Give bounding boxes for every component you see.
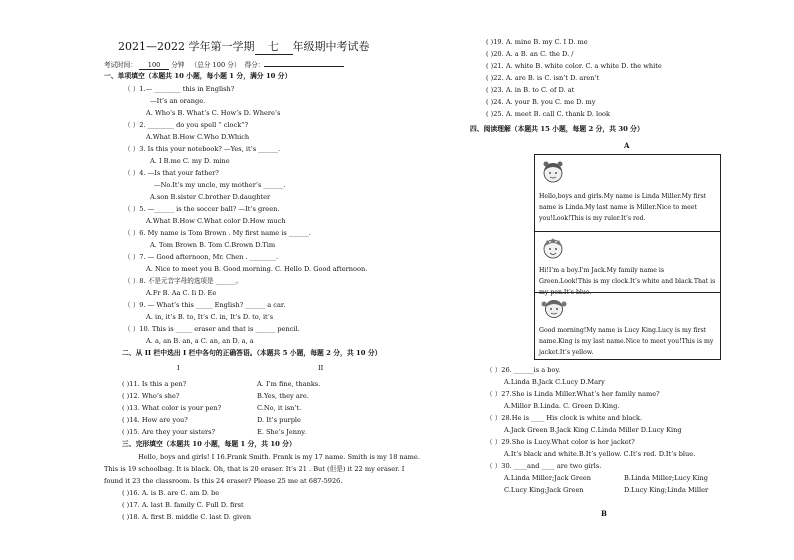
match-question: ( )13. What color is your pen?	[122, 404, 222, 412]
question-line: （ ）8. 不是元音字母的选项是 ______。	[124, 277, 243, 285]
option-line: A. Who’s B. What’s C. How’s D. Where’s	[146, 109, 281, 117]
part-a-label: A	[624, 141, 630, 150]
page-title	[118, 40, 370, 55]
divider	[535, 231, 720, 232]
cloze-option: ( )17. A. last B. family C. Full D. first	[122, 501, 244, 509]
question-line: （ ）1.— ________ this in English?	[124, 85, 235, 93]
reading-text: Hello,boys and girls.My name is Linda Miller.My first name is Linda.My last name is Miller.Nice to meet you!Look!This is my ruler.It’s red.	[539, 193, 707, 222]
cloze-option: ( )21. A. white B. white color. C. a white D. the white	[486, 62, 662, 70]
reading-question: （ ）26. ______is a boy.	[486, 366, 561, 374]
option-line: A.What B.How C.What color D.How much	[146, 217, 286, 225]
cloze-passage-line: This is 19 schoolbag. It is black. Oh, that is 20 eraser. It’s 21 . But (但是) it 22 my eraser. I	[104, 465, 405, 473]
option-line: A. in, it’s B. to, It’s C. in, It’s D. to, it’s	[146, 313, 274, 321]
match-question: ( )14. How are you?	[122, 416, 188, 424]
reading-option: B.Linda Miller;Lucy King	[624, 474, 708, 482]
divider	[535, 292, 720, 293]
cloze-option: ( )23. A. in B. to C. of D. at	[486, 86, 575, 94]
cloze-option: ( )19. A. mine B. my C. I D. me	[486, 38, 588, 46]
question-line: （ ）10. This is _____ eraser and that is ______ pencil.	[124, 325, 300, 333]
reading-question: （ ）28.He is ____ His clock is white and black.	[486, 414, 643, 422]
match-answer: D. It’s purple	[257, 416, 301, 424]
option-line: A.Fr B. Aa C. Ii D. Ee	[146, 289, 217, 297]
cloze-passage-line: found it 23 the classroom. Is this 24 eraser? Please 25 me at 687-5926.	[104, 477, 343, 485]
section1-heading: 一、单项填空（本题共 10 小题，每小题 1 分，满分 10 分）	[104, 72, 292, 80]
question-line: （ ）2. ________ do you spell “ clock”?	[124, 121, 249, 129]
match-answer: E. She’s Jenny.	[257, 428, 307, 436]
section2-heading: 二、从 II 栏中选出 I 栏中各句的正确答语。（本题共 5 小题，每题 2 分，共 10 分）	[122, 349, 382, 357]
reading-question: （ ）30. ____and ____ are two girls.	[486, 462, 602, 470]
question-line: （ ）4. —Is that your father?	[124, 169, 219, 177]
time-value: 100	[139, 61, 169, 70]
reading-text: Hi!I’m a boy.I’m Jack.My family name is Green.Look!This is my clock.It’s white and black.That is my pen.It’s blue.	[539, 267, 716, 296]
section3-heading: 三、完形填空（本题共 10 小题，每题 1 分，共 10 分）	[122, 440, 296, 448]
match-answer: C.No, it isn’t.	[257, 404, 302, 412]
exam-meta	[104, 61, 344, 70]
option-line: A. Tom Brown B. Tom C.Brown D.Tim	[150, 241, 276, 249]
score-label: 得分：	[244, 61, 265, 69]
reading-option: A.Linda Miller;Jack Green	[504, 474, 592, 482]
match-answer: B.Yes, they are.	[257, 392, 309, 400]
question-line: （ ）9. — What’s this _____ English? ______ a car.	[124, 301, 286, 309]
cloze-option: ( )16. A. is B. are C. am D. be	[122, 489, 220, 497]
option-line: A.son B.sister C.brother D.daughter	[150, 193, 271, 201]
cloze-option: ( )22. A. are B. is C. isn’t D. aren’t	[486, 74, 600, 82]
reading-option: A.It’s black and white.B.It’s yellow. C.It’s red. D.It’s blue.	[504, 450, 696, 458]
match-answer: A. I’m fine, thanks.	[257, 380, 321, 388]
girl-pigtails-avatar-icon	[541, 295, 567, 321]
grade-blank: 七	[255, 40, 293, 55]
cloze-option: ( )24. A. your B. you C. me D. my	[486, 98, 596, 106]
column-i-label: I	[177, 364, 180, 372]
part-b-label: B	[601, 509, 607, 518]
cloze-option: ( )18. A. first B. middle C. last D. given	[122, 513, 252, 521]
time-unit: 分钟	[171, 61, 185, 69]
question-line: （ ）5. —______ is the soccer ball? —It’s green.	[124, 205, 280, 213]
time-label: 考试时间：	[104, 61, 137, 69]
match-question: ( )12. Who’s she?	[122, 392, 180, 400]
reading-box	[534, 154, 721, 360]
reading-option: A.Miller B.Linda. C. Green D.King.	[504, 402, 620, 410]
score-field[interactable]	[264, 66, 344, 67]
match-question: ( )15. Are they your sisters?	[122, 428, 216, 436]
total-score: （总分 100 分）	[190, 61, 241, 69]
option-line: A.What B.How C.Who D.Which	[146, 133, 250, 141]
cloze-passage-line: Hello, boys and girls! I 16.Frank Smith. Frank is my 17 name. Smith is my 18 name.	[138, 453, 420, 461]
reading-text: Good morning!My name is Lucy King.Lucy is my first name.King is my last name.Nice to meet you!This is my jacket.It’s yellow.	[539, 327, 714, 356]
boy-avatar-icon	[541, 235, 565, 261]
section4-heading: 四、阅读理解（本题共 15 小题，每题 2 分，共 30 分）	[470, 125, 644, 133]
title-suffix: 年级期中考试卷	[292, 40, 370, 53]
option-line: A. I B.me C. my D. mine	[150, 157, 230, 165]
reading-question: （ ）27.She is Linda Miller.What’s her family name?	[486, 390, 660, 398]
reading-option: A.Linda B.Jack C.Lucy D.Mary	[504, 378, 605, 386]
girl-avatar-icon	[541, 159, 565, 185]
cloze-option: ( )20. A. a B. an C. the D. /	[486, 50, 574, 58]
column-ii-label: II	[318, 364, 324, 372]
reading-option: A.Jack Green B.Jack King C.Linda Miller D.Lucy King	[504, 426, 682, 434]
title-prefix: 2021—2022 学年第一学期	[118, 40, 255, 53]
question-line: —It’s an orange.	[150, 97, 206, 105]
option-line: A. a, an B. an, a C. an, an D. a, a	[146, 337, 254, 345]
reading-option: C.Lucy King;Jack Green	[504, 486, 584, 494]
question-line: （ ）7. — Good afternoon, Mr. Chen . ________.	[124, 253, 279, 261]
match-question: ( )11. Is this a pen?	[122, 380, 187, 388]
question-line: （ ）3. Is this your notebook? —Yes, it’s ______.	[124, 145, 281, 153]
question-line: （ ）6. My name is Tom Brown . My first name is ______.	[124, 229, 311, 237]
reading-option: D.Lucy King;Linda Miller	[624, 486, 709, 494]
question-line: —No.It’s my uncle, my mother’s ______.	[154, 181, 286, 189]
reading-question: （ ）29.She is Lucy.What color is her jacket?	[486, 438, 635, 446]
cloze-option: ( )25. A. meet B. call C. thank D. look	[486, 110, 611, 118]
option-line: A. Nice to meet you B. Good morning. C. Hello D. Good afternoon.	[146, 265, 368, 273]
